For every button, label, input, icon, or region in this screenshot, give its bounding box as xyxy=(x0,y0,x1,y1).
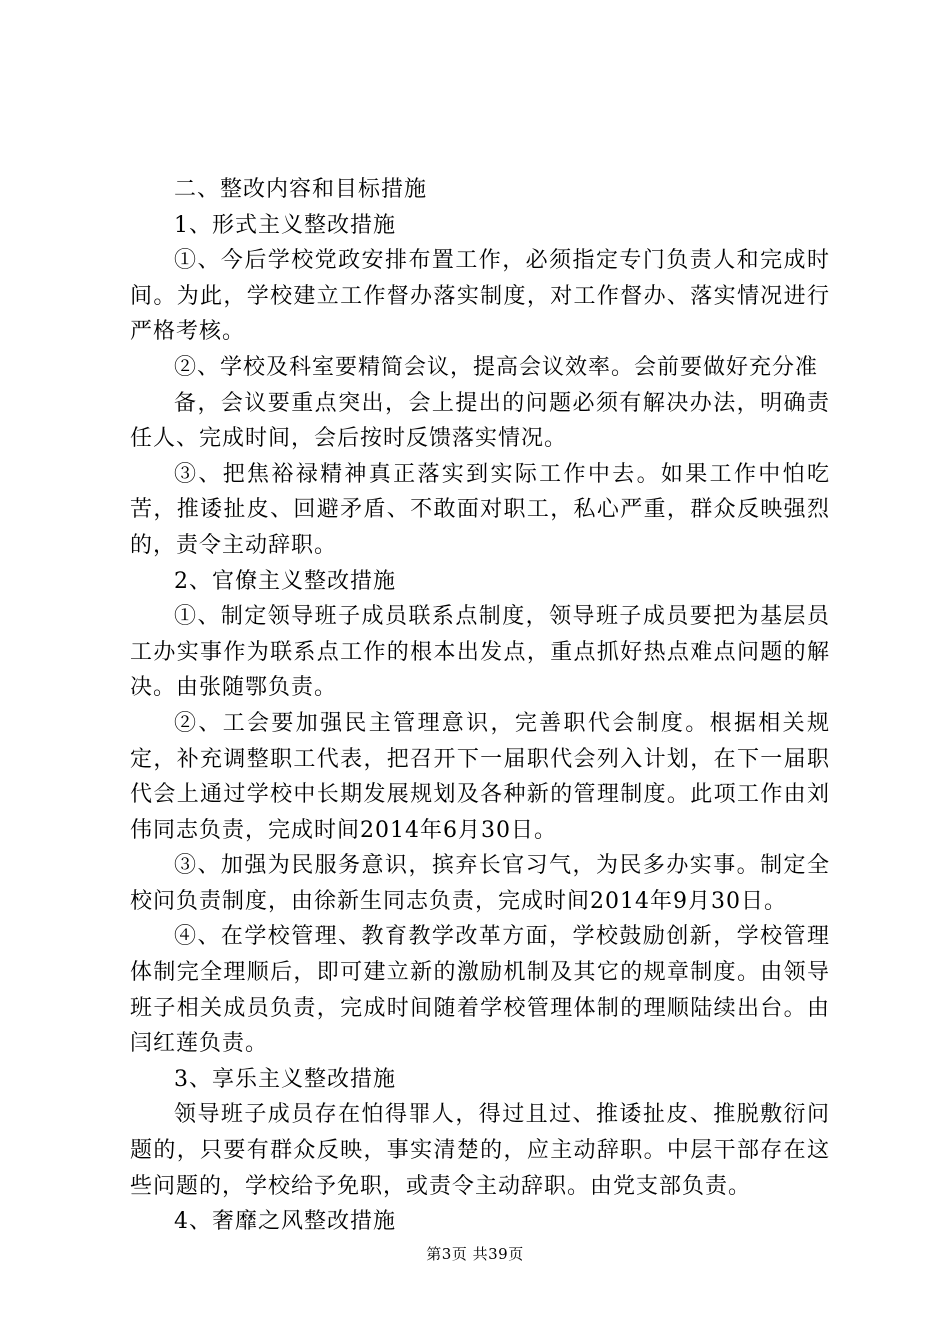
paragraph: ②、学校及科室要精简会议，提高会议效率。会前要做好充分准 xyxy=(174,354,819,380)
subsection-heading: 2、官僚主义整改措施 xyxy=(174,568,396,594)
paragraph: ③、把焦裕禄精神真正落实到实际工作中去。如果工作中怕吃苦，推诿扯皮、回避矛盾、不敢面对职工，私心严重，群众反映强烈的，责令主动辞职。 xyxy=(130,461,830,558)
paragraph: ④、在学校管理、教育教学改革方面，学校鼓励创新，学校管理体制完全理顺后，即可建立新的激励机制及其它的规章制度。由领导班子相关成员负责，完成时间随着学校管理体制的理顺陆续出台。由闫红莲负责。 xyxy=(130,924,830,1057)
paragraph: ①、制定领导班子成员联系点制度，领导班子成员要把为基层员工办实事作为联系点工作的根本出发点，重点抓好热点难点问题的解决。由张随鄂负责。 xyxy=(130,604,830,701)
paragraph: ②、工会要加强民主管理意识，完善职代会制度。根据相关规定，补充调整职工代表，把召开下一届职代会列入计划，在下一届职代会上通过学校中长期发展规划及各种新的管理制度。此项工作由刘伟同志负责，完成时间2014年6月30日。 xyxy=(130,710,830,843)
paragraph: ①、今后学校党政安排布置工作，必须指定专门负责人和完成时间。为此，学校建立工作督办落实制度，对工作督办、落实情况进行严格考核。 xyxy=(130,248,830,345)
subsection-heading: 4、奢靡之风整改措施 xyxy=(174,1209,396,1235)
section-heading: 二、整改内容和目标措施 xyxy=(174,177,428,202)
paragraph: 领导班子成员存在怕得罪人，得过且过、推诿扯皮、推脱敷衍问题的，只要有群众反映，事实清楚的，应主动辞职。中层干部存在这些问题的，学校给予免职，或责令主动辞职。由党支部负责。 xyxy=(130,1102,830,1199)
subsection-heading: 1、形式主义整改措施 xyxy=(174,212,396,238)
paragraph: ③、加强为民服务意识，摈弃长官习气，为民多办实事。制定全校问负责制度，由徐新生同志负责，完成时间2014年9月30日。 xyxy=(130,853,830,914)
subsection-heading: 3、享乐主义整改措施 xyxy=(174,1066,396,1092)
page-number-footer: 第3页 共39页 xyxy=(426,1245,524,1263)
document-body xyxy=(130,172,830,1240)
paragraph: 备，会议要重点突出，会上提出的问题必须有解决办法，明确责任人、完成时间，会后按时反馈落实情况。 xyxy=(130,390,830,452)
